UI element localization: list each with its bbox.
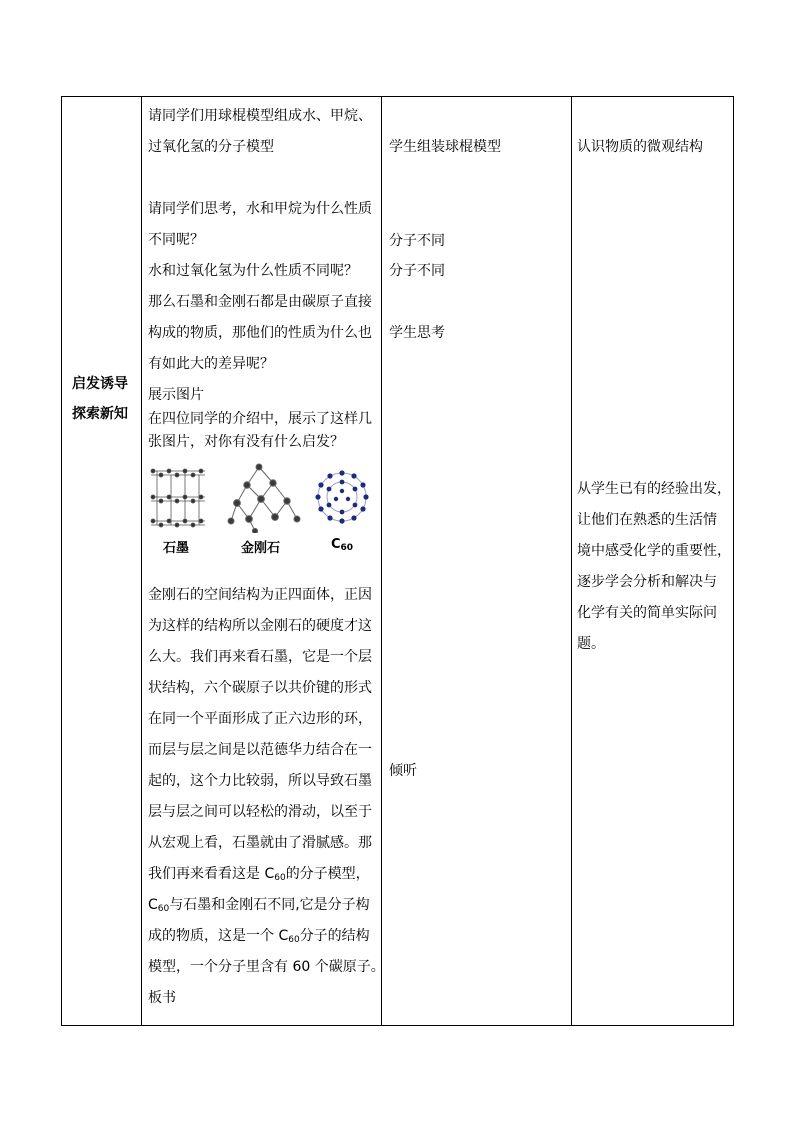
teacher-text-line: 状结构，六个碳原子以共价键的形式 [148,680,372,696]
teacher-text-line: 在四位同学的介绍中，展示了这样几 [148,411,372,427]
intent-text-line: 境中感受化学的重要性， [577,543,731,559]
student-text-line: 分子不同 [389,263,445,279]
c60-caption: $C_{60}$ [331,537,354,553]
teacher-text-line: 为这样的结构所以金刚石的硬度才这 [148,618,372,634]
student-text-line: 分子不同 [389,233,445,249]
student-text-line: 学生思考 [389,325,445,341]
diamond-caption: 金刚石 [241,541,281,556]
teacher-text-line: 起的，这个力比较弱，所以导致石墨 [148,773,372,789]
teacher-text-line: 层与层之间可以轻松的滑动，以至于 [148,804,372,820]
column-divider [381,97,382,1025]
teacher-text-line: 在同一个平面形成了正六边形的环， [148,711,372,727]
teacher-text-line: 不同呢？ [148,232,204,248]
student-text-line: 学生组装球棍模型 [389,139,501,155]
c60-model [315,470,368,523]
lesson-plan-table [61,96,734,1026]
teacher-text-line: 展示图片 [148,387,204,403]
graphite-caption: 石墨 [163,541,190,556]
teacher-text-line: 从宏观上看，石墨就由了滑腻感。那 [148,835,372,851]
teacher-text-line: 过氧化氢的分子模型 [148,139,274,155]
teacher-text-line: 我们再来看看这是 $C_{60}$的分子模型， [148,866,370,883]
intent-text-line: 让他们在熟悉的生活情 [577,512,717,528]
carbon-allotropes-figure [147,461,369,557]
intent-text-line: 题。 [577,636,605,652]
intent-text-line: 从学生已有的经验出发， [577,481,731,497]
allotrope-models-image [147,461,369,533]
teacher-text-line: 那么石墨和金刚石都是由碳原子直接 [148,294,372,310]
teacher-text-line: 而层与层之间是以范德华力结合在一 [148,742,372,758]
teacher-text-line: 金刚石的空间结构为正四面体，正因 [148,587,372,603]
teacher-text-line: $C_{60}$与石墨和金刚石不同,它是分子构 [148,897,370,914]
stage-line: 探索新知 [72,406,128,422]
graphite-model [151,469,205,527]
teacher-text-line: 请同学们用球棍模型组成水、甲烷、 [148,108,372,124]
column-divider [571,97,572,1025]
stage-line: 启发诱导 [72,376,128,392]
intent-text-line: 逐步学会分析和解决与 [577,574,717,590]
student-text-line: 倾听 [389,763,417,779]
diamond-model [228,464,300,533]
teacher-text-line: 请同学们思考，水和甲烷为什么性质 [148,201,372,217]
teacher-text-line: 水和过氧化氢为什么性质不同呢？ [148,263,358,279]
intent-text-line: 认识物质的微观结构 [577,139,703,155]
teacher-text-line: 张图片，对你有没有什么启发？ [148,434,344,450]
teacher-text-line: 有如此大的差异呢？ [148,356,274,372]
teacher-text-line: 模型，一个分子里含有 60 个碳原子。 [148,959,385,975]
teacher-text-line: 构成的物质，那他们的性质为什么也 [148,325,372,341]
column-divider [141,97,142,1025]
teacher-text-line: 么大。我们再来看石墨，它是一个层 [148,649,372,665]
intent-text-line: 化学有关的简单实际问 [577,605,717,621]
teacher-text-line: 成的物质，这是一个 $C_{60}$分子的结构 [148,928,370,945]
stage-label [72,369,128,429]
teacher-text-line: 板书 [148,990,176,1006]
